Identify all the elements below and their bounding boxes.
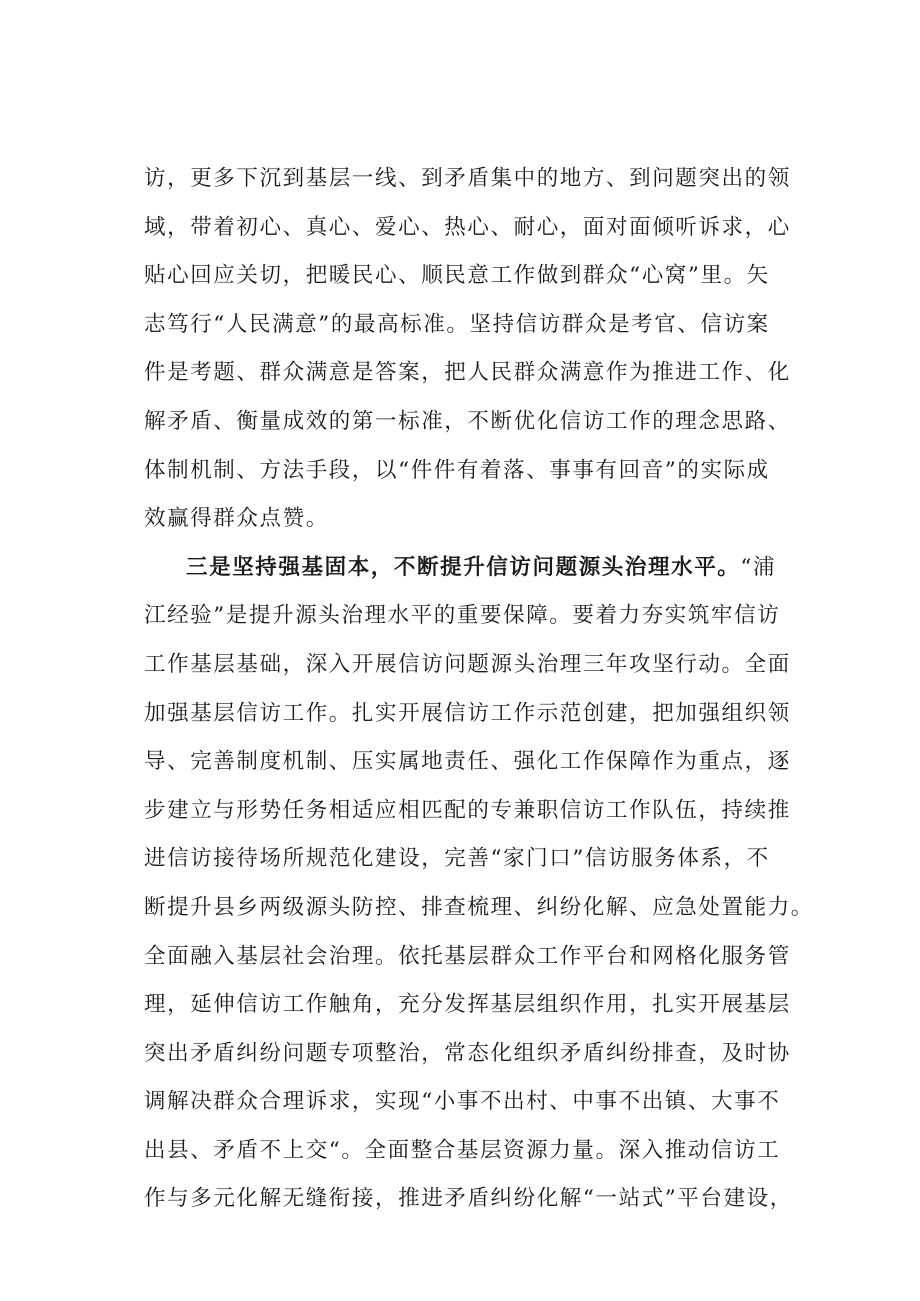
text-line: 作与多元化解无缝衔接，推进矛盾纠纷化解“一站式”平台建设， [144,1186,793,1212]
body-text [144,155,824,1224]
text-line: 访，更多下沉到基层一线、到矛盾集中的地方、到问题突出的领 [144,166,791,191]
text-line: 导、完善制度机制、压实属地责任、强化工作保障作为重点，逐 [144,749,791,775]
text-line: 体制机制、方法手段，以“件件有着落、事事有回音”的实际成 [144,457,770,483]
section3-heading: 三是坚持强基固本，不断提升信访问题源头治理水平。 [186,554,741,580]
text-line: 工作基层基础，深入开展信访问题源头治理三年攻坚行动。全面 [144,651,791,677]
text-line: 全面融入基层社会治理。依托基层群众工作平台和网格化服务管 [144,943,791,969]
text-line: 效赢得群众点赞。 [144,506,329,532]
text-line: 域，带着初心、真心、爱心、热心、耐心，面对面倾听诉求，心 [144,214,791,240]
text-line: 理，延伸信访工作触角，充分发挥基层组织作用，扎实开展基层 [144,992,791,1018]
text-line: 解矛盾、衡量成效的第一标准，不断优化信访工作的理念思路、 [144,408,791,434]
text-line: 件是考题、群众满意是答案，把人民群众满意作为推进工作、化 [144,360,791,386]
text-line: 贴心回应关切，把暖民心、顺民意工作做到群众“心窝”里。矢 [144,263,770,289]
text-line: 加强基层信访工作。扎实开展信访工作示范创建，把加强组织领 [144,700,791,726]
text-line: 突出矛盾纠纷问题专项整治，常态化组织矛盾纠纷排查，及时协 [144,1040,791,1066]
text-line: 调解决群众合理诉求，实现“小事不出村、中事不出镇、大事不 [144,1089,781,1115]
section3-first-line-rest: “浦 [740,554,777,580]
text-line: 出县、矛盾不上交“。全面整合基层资源力量。深入推动信访工 [144,1137,781,1163]
text-line: 步建立与形势任务相适应相匹配的专兼职信访工作队伍，持续推 [144,797,791,823]
section3-first-line [144,544,824,593]
text-line: 江经验”是提升源头治理水平的重要保障。要着力夯实筑牢信访 [144,603,781,629]
text-line: 进信访接待场所规范化建设，完善“家门口”信访服务体系，不 [144,846,770,872]
text-line: 断提升县乡两级源头防控、排查梳理、纠纷化解、应急处置能力。 [144,894,814,920]
text-line: 志笃行“人民满意”的最高标准。坚持信访群众是考官、信访案 [144,311,770,337]
